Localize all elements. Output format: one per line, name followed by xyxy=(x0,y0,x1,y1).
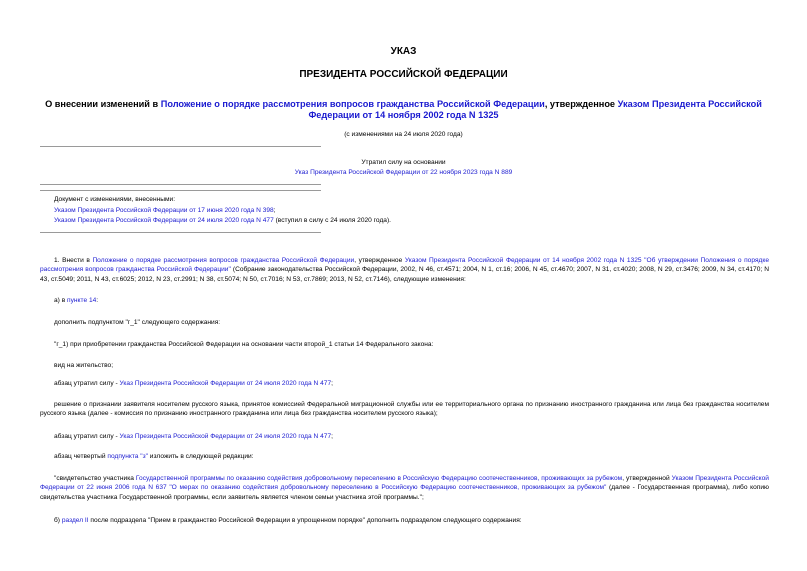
decree-477-link[interactable]: Указ Президента Российской Федерации от 24 июля 2020 года N 477 xyxy=(119,433,332,440)
text: ; xyxy=(331,380,333,387)
state-program-link[interactable]: Государственной программы по оказанию содействия добровольному переселению в Российскую Федерацию соотечественников, проживающих за рубежом xyxy=(135,475,623,482)
regulation-link[interactable]: Положение о порядке рассмотрения вопросов гражданства Российской Федерации xyxy=(160,99,545,109)
text: абзац утратил силу - xyxy=(54,433,120,440)
subitem-z-link[interactable]: подпункта "з" xyxy=(107,453,148,460)
text: ; xyxy=(331,433,333,440)
expired-link-row xyxy=(30,168,777,177)
text: (Собрание законодательства Российской Федерации, 2002, N 46, ст.4571; 2004, N 1, ст.16; 2006, N 45, ст.4670; 2007, N 31, ст.4020; 2008, N 29, ст.3476; 2009, N 34, ст.4170; N 43, ст.5049; 2011, N 43, ст.6025; 2012, N 23, ст.2991; N 38, ст.5074; N 50, ст.7016; N 53, ст.7869; 2013, N 52, ст.7146), следующие изменения: xyxy=(40,266,769,283)
section-ii-link[interactable]: раздел II xyxy=(61,517,89,524)
paragraph-8 xyxy=(54,432,333,441)
text: абзац утратил силу - xyxy=(54,380,120,387)
paragraph-4: "г_1) при приобретении гражданства Российской Федерации на основании части второй_1 статьи 14 Федерального закона: xyxy=(54,341,434,348)
text: (далее - Государственная программа), либо копию свидетельства участника Государственной программы, если заявитель является членом семьи участника этой программы."; xyxy=(40,484,769,501)
paragraph-11 xyxy=(54,516,522,525)
decree-637-link[interactable]: Указом Президента Российской Федерации от 22 июня 2006 года N 637 "О мерах по оказанию содействия добровольному переселению в Российскую Федерацию соотечественников, проживающих за рубежом" xyxy=(40,475,769,492)
changes-intro: Документ с изменениями, внесенными: xyxy=(54,196,176,203)
subtitle-prefix: О внесении изменений в xyxy=(45,99,161,109)
expired-note: Утратил силу на основании xyxy=(361,159,446,166)
paragraph-7: решение о признании заявителя носителем русского языка, принятое комиссией Федеральной миграционной службы или ее территориального органа по признанию иностранного гражданина или лица без гражданства носителем русского языка (далее - комиссия по признанию иностранного гражданина или лица без гражданства носителем русского языка); xyxy=(40,401,769,418)
text: а) в xyxy=(54,297,68,304)
text: б) xyxy=(54,517,62,524)
doc-issuer: ПРЕЗИДЕНТА РОССИЙСКОЙ ФЕДЕРАЦИИ xyxy=(299,69,508,80)
text: , утвержденное xyxy=(354,257,405,264)
paragraph-9 xyxy=(54,452,254,461)
item-14-link[interactable]: пункте 14 xyxy=(67,297,97,304)
decree-1325-link[interactable]: Указом Президента Российской Федерации от 14 ноября 2002 года N 1325 "Об утверждении Положения о порядке рассмотрения вопросов гражданства Российской Федерации" xyxy=(40,257,769,274)
text: 1. Внести в xyxy=(54,257,93,264)
decree-link-a[interactable]: Указом Президента Российской xyxy=(617,99,762,109)
paragraph-3: дополнить подпунктом "г_1" следующего содержания: xyxy=(54,319,221,326)
text: : xyxy=(96,297,99,304)
changes-item xyxy=(54,206,276,215)
divider xyxy=(40,232,321,233)
regulation-link[interactable]: Положение о порядке рассмотрения вопросов гражданства Российской Федерации xyxy=(92,257,355,264)
change-decree-link-1[interactable]: Указом Президента Российской Федерации от 17 июня 2020 года N 398 xyxy=(54,207,274,214)
paragraph-5: вид на жительство; xyxy=(54,362,114,369)
doc-title: УКАЗ xyxy=(390,46,417,57)
edition-note: (с изменениями на 24 июля 2020 года) xyxy=(344,131,463,138)
text: абзац четвертый xyxy=(54,453,108,460)
divider xyxy=(40,190,321,191)
subtitle-mid: , утвержденное xyxy=(544,99,618,109)
text: после подраздела "Прием в гражданство Российской Федерации в упрощенном порядке" дополнить подразделом следующего содержания: xyxy=(88,517,522,524)
doc-subtitle xyxy=(30,99,777,121)
divider xyxy=(40,146,321,147)
decree-link-b[interactable]: Федерации от 14 ноября 2002 года N 1325 xyxy=(308,110,499,120)
changes-item xyxy=(54,216,391,225)
text: , утвержденной xyxy=(622,475,672,482)
paragraph-2 xyxy=(54,296,98,305)
paragraph-6 xyxy=(54,379,333,388)
decree-477-link[interactable]: Указ Президента Российской Федерации от 24 июля 2020 года N 477 xyxy=(119,380,332,387)
changes-item-tail: (вступил в силу с 24 июля 2020 года). xyxy=(273,217,391,224)
text: изложить в следующей редакции: xyxy=(147,453,254,460)
changes-item-tail: ; xyxy=(273,207,276,214)
divider xyxy=(40,184,321,185)
expired-decree-link[interactable]: Указ Президента Российской Федерации от 22 ноября 2023 года N 889 xyxy=(294,169,513,176)
paragraph-1 xyxy=(40,256,769,284)
change-decree-link-2[interactable]: Указом Президента Российской Федерации от 24 июля 2020 года N 477 xyxy=(54,217,274,224)
paragraph-10 xyxy=(40,474,769,502)
text: "свидетельство участника xyxy=(54,475,136,482)
